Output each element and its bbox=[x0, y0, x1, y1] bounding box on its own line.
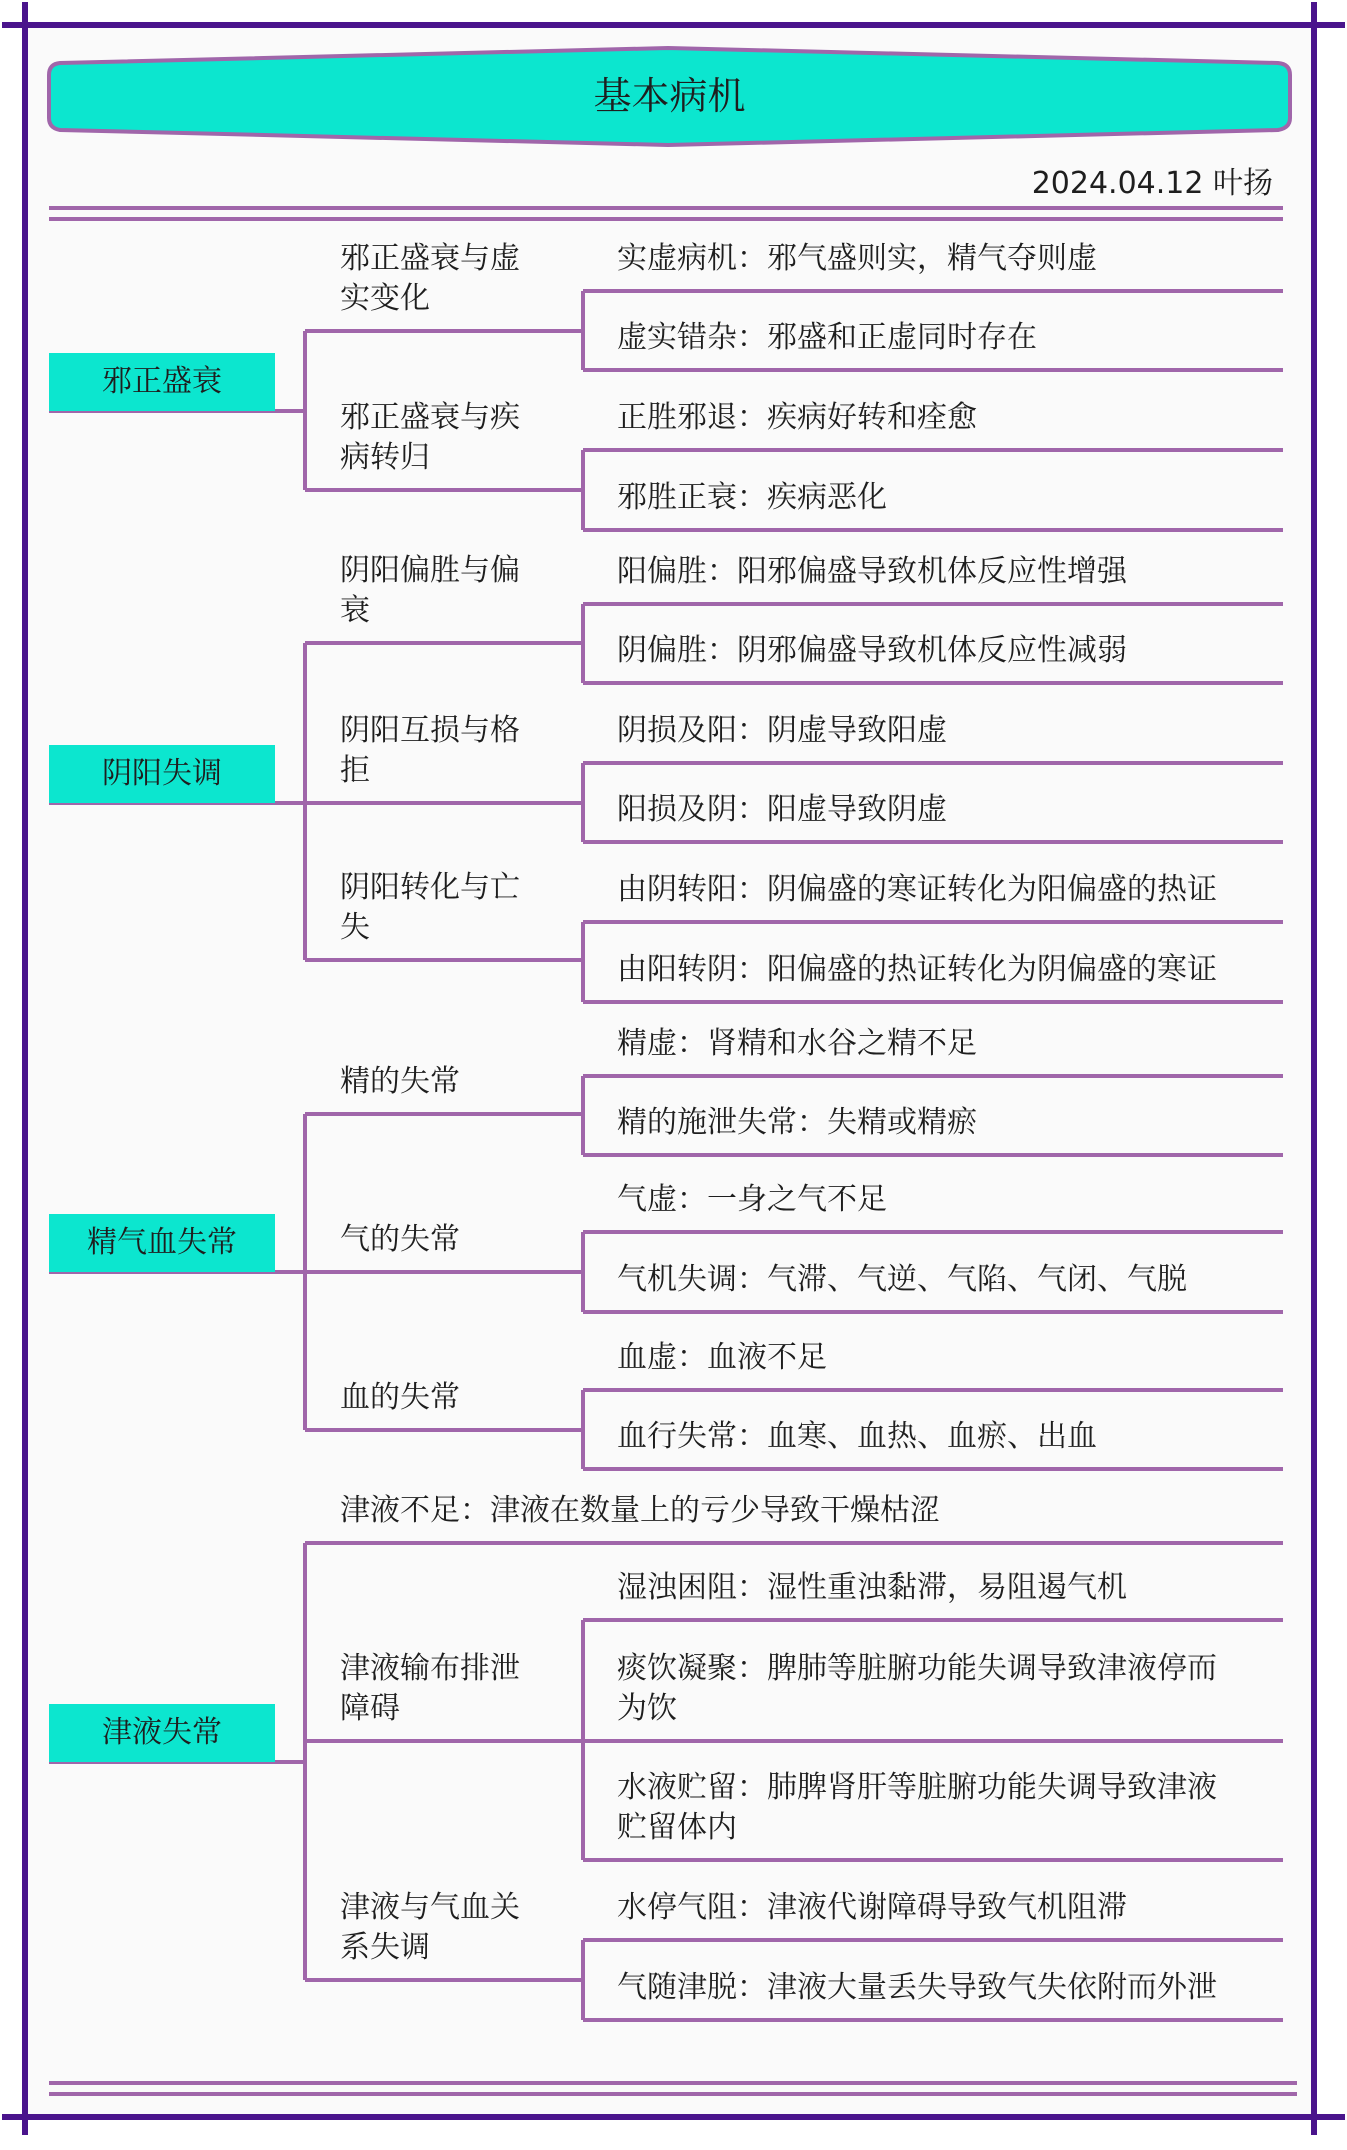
detail-node[interactable]: 气虚：一身之气不足 bbox=[617, 1182, 887, 1217]
root-node[interactable]: 津液失常 bbox=[49, 1704, 275, 1762]
detail-node[interactable]: 血行失常：血寒、血热、血瘀、出血 bbox=[617, 1419, 1097, 1454]
root-node[interactable]: 精气血失常 bbox=[49, 1214, 275, 1272]
detail-node[interactable]: 阳偏胜：阳邪偏盛导致机体反应性增强 bbox=[617, 554, 1127, 589]
subtopic-node[interactable]: 阴阳互损与格拒 bbox=[340, 713, 520, 788]
detail-node[interactable]: 虚实错杂：邪盛和正虚同时存在 bbox=[617, 320, 1037, 355]
detail-node[interactable]: 水液贮留：肺脾肾肝等脏腑功能失调导致津液贮留体内 bbox=[617, 1770, 1217, 1845]
subtopic-node[interactable]: 阴阳转化与亡失 bbox=[340, 870, 520, 945]
subtopic-node[interactable]: 邪正盛衰与虚实变化 bbox=[340, 241, 520, 316]
detail-node[interactable]: 阴损及阳：阴虚导致阳虚 bbox=[617, 713, 947, 748]
detail-node[interactable]: 血虚：血液不足 bbox=[617, 1340, 827, 1375]
detail-node[interactable]: 痰饮凝聚：脾肺等脏腑功能失调导致津液停而为饮 bbox=[617, 1651, 1217, 1726]
subtopic-node[interactable]: 阴阳偏胜与偏衰 bbox=[340, 553, 520, 628]
detail-node[interactable]: 湿浊困阻：湿性重浊黏滞，易阻遏气机 bbox=[617, 1570, 1127, 1605]
detail-node[interactable]: 精的施泄失常：失精或精瘀 bbox=[617, 1105, 977, 1140]
subtopic-node[interactable]: 血的失常 bbox=[340, 1380, 460, 1415]
detail-node[interactable]: 气机失调：气滞、气逆、气陷、气闭、气脱 bbox=[617, 1262, 1187, 1297]
detail-node[interactable]: 气随津脱：津液大量丢失导致气失依附而外泄 bbox=[617, 1970, 1217, 2005]
root-node[interactable]: 阴阳失调 bbox=[49, 745, 275, 803]
date-author: 2024.04.12 叶扬 bbox=[1031, 166, 1273, 201]
detail-node[interactable]: 阳损及阴：阳虚导致阴虚 bbox=[617, 792, 947, 827]
detail-node[interactable]: 由阳转阴：阳偏盛的热证转化为阴偏盛的寒证 bbox=[617, 952, 1217, 987]
detail-node[interactable]: 水停气阻：津液代谢障碍导致气机阻滞 bbox=[617, 1890, 1127, 1925]
detail-node[interactable]: 由阴转阳：阴偏盛的寒证转化为阳偏盛的热证 bbox=[617, 872, 1217, 907]
subtopic-node[interactable]: 邪正盛衰与疾病转归 bbox=[340, 400, 520, 475]
detail-node[interactable]: 精虚：肾精和水谷之精不足 bbox=[617, 1026, 977, 1061]
subtopic-node[interactable]: 津液输布排泄障碍 bbox=[340, 1651, 520, 1726]
subtopic-node[interactable]: 精的失常 bbox=[340, 1064, 460, 1099]
root-node[interactable]: 邪正盛衰 bbox=[49, 353, 275, 411]
detail-node[interactable]: 实虚病机：邪气盛则实，精气夺则虚 bbox=[617, 241, 1097, 276]
subtopic-node[interactable]: 津液不足：津液在数量上的亏少导致干燥枯涩 bbox=[340, 1493, 940, 1528]
subtopic-node[interactable]: 津液与气血关系失调 bbox=[340, 1890, 520, 1965]
detail-node[interactable]: 正胜邪退：疾病好转和痊愈 bbox=[617, 400, 977, 435]
detail-node[interactable]: 阴偏胜：阴邪偏盛导致机体反应性减弱 bbox=[617, 633, 1127, 668]
detail-node[interactable]: 邪胜正衰：疾病恶化 bbox=[617, 480, 887, 515]
subtopic-node[interactable]: 气的失常 bbox=[340, 1222, 460, 1257]
page-title: 基本病机 bbox=[593, 74, 746, 118]
